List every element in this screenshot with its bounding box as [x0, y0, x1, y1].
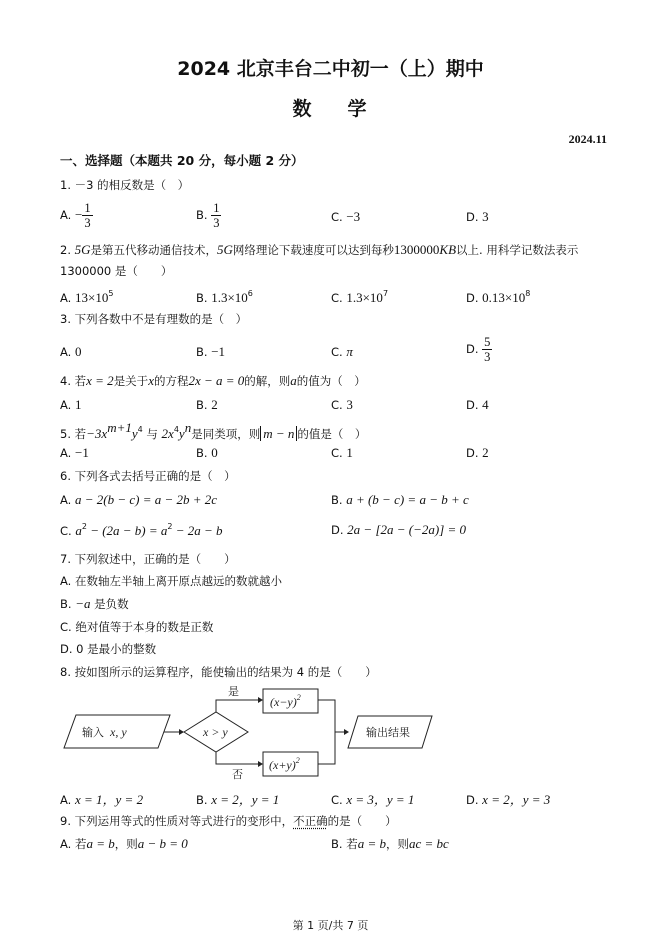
- flow-yes-line: [216, 700, 258, 712]
- text: 的值是（ ）: [297, 427, 367, 441]
- flow-no-expr: [269, 756, 300, 772]
- question-9-stem: [60, 812, 397, 830]
- numerator: 5: [484, 335, 491, 349]
- exponent: 6: [247, 289, 253, 298]
- flow-arrowhead-out: [344, 729, 349, 735]
- sign: −: [74, 207, 83, 222]
- text: 的值为（ ）: [296, 374, 366, 388]
- math: a = b: [86, 836, 115, 851]
- text: 网络理论下载速度可以达到每秒: [232, 243, 394, 257]
- question-7-stem: 7. 下列叙述中，正确的是（ ）: [60, 552, 236, 566]
- math: a = b: [357, 836, 386, 851]
- q1-option-d: [466, 209, 489, 225]
- option-value: 1.3×10: [211, 290, 248, 305]
- option-label: B.: [196, 291, 208, 305]
- option-value: −3: [346, 209, 361, 224]
- subject-title: [0, 94, 661, 121]
- option-label: C.: [331, 210, 343, 224]
- text: 与: [146, 427, 158, 441]
- text: ，则: [114, 837, 138, 851]
- q5-option-b: [196, 445, 218, 461]
- option-label: B.: [331, 493, 343, 507]
- option-value: a + (b − c) = a − b + c: [346, 492, 469, 507]
- math-5g: 5G: [74, 242, 91, 257]
- option-label: B.: [196, 398, 208, 412]
- option-label: C.: [331, 793, 343, 807]
- text: 是负数: [94, 597, 129, 611]
- text: 的是（ ）: [327, 814, 397, 828]
- text: 是关于: [113, 374, 149, 388]
- question-8-stem: 8. 按如图所示的运算程序，能使输出的结果为 4 的是（ ）: [60, 665, 377, 679]
- math: −3x: [86, 426, 108, 441]
- denominator: 3: [213, 216, 220, 230]
- option-label: C.: [331, 398, 343, 412]
- q8-option-c: [331, 789, 414, 808]
- option-label: C.: [331, 446, 343, 460]
- option-label: D.: [466, 446, 479, 460]
- q7-option-d: D. 0 是最小的整数: [60, 642, 157, 656]
- question-3-stem: 3. 下列各数中不是有理数的是（ ）: [60, 312, 248, 326]
- option-value: 2: [211, 397, 218, 412]
- exponent: 8: [525, 289, 531, 298]
- subject-char-1: 数: [292, 98, 314, 120]
- exponent: n: [184, 420, 192, 435]
- q8-option-d: [466, 789, 550, 808]
- exponent: 2: [167, 522, 173, 531]
- numerator: 1: [84, 201, 91, 215]
- flow-yes-expr: [270, 693, 301, 709]
- q2-option-c: [331, 289, 388, 306]
- option-value: 0.13×10: [482, 290, 526, 305]
- text: 是同类项，则: [191, 427, 261, 441]
- q4-option-a: [60, 397, 81, 413]
- option-value: a − 2(b − c) = a − 2b + 2c: [74, 492, 218, 507]
- text: B. 若: [331, 837, 358, 851]
- q7-option-b: [60, 595, 129, 613]
- q1-option-b: [196, 201, 221, 230]
- option-label: D.: [466, 793, 479, 807]
- option-value: 13×10: [74, 290, 109, 305]
- option-label: D.: [466, 398, 479, 412]
- flowchart: [60, 682, 440, 782]
- math: 2x − a = 0: [188, 373, 245, 388]
- flow-input-label: 输入: [82, 726, 104, 739]
- q9-option-b: [331, 836, 449, 852]
- flow-output-label: 输出结果: [366, 726, 410, 739]
- math: − 2a − b: [172, 523, 223, 538]
- q8-option-b: [196, 789, 279, 808]
- q8-option-a: [60, 789, 143, 808]
- denominator: 3: [84, 216, 91, 230]
- q5-option-c: [331, 445, 353, 461]
- option-value: 3: [482, 209, 489, 224]
- flow-no-base: (x+y): [269, 758, 296, 772]
- fraction: [482, 335, 492, 364]
- flow-no-exponent: 2: [295, 756, 300, 765]
- text: 是第五代移动通信技术，: [90, 243, 218, 257]
- option-label: B.: [196, 345, 208, 359]
- q6-option-a: [60, 492, 217, 508]
- section-title: 一、选择题（本题共 20 分，每小题 2 分）: [60, 153, 304, 168]
- question-1-stem: 1. －3 的相反数是（ ）: [60, 178, 190, 192]
- option-value: π: [346, 344, 353, 359]
- option-value: 0: [74, 344, 82, 359]
- math: a: [75, 523, 82, 538]
- option-value: 1.3×10: [346, 290, 383, 305]
- option-label: B.: [196, 793, 208, 807]
- math: ac = bc: [408, 836, 449, 851]
- option-value: 0: [211, 445, 218, 460]
- page-footer: 第 1 页/共 7 页: [292, 919, 369, 932]
- exam-date: 2024.11: [568, 132, 607, 146]
- q6-option-d: [331, 522, 466, 538]
- text: 的解，则: [244, 374, 291, 388]
- question-4-stem: [60, 372, 366, 390]
- option-label: A.: [60, 291, 72, 305]
- q9-option-a: [60, 836, 188, 852]
- math-5g: 5G: [217, 242, 233, 257]
- option-value: 1: [74, 397, 82, 412]
- option-value: x = 2，y = 3: [482, 792, 551, 807]
- q2-option-d: [466, 289, 530, 306]
- exponent: m+1: [107, 420, 132, 435]
- fraction: [211, 201, 221, 230]
- option-label: A.: [60, 345, 72, 359]
- q6-option-c: [60, 522, 223, 539]
- fraction: [82, 201, 92, 230]
- flow-input-vars: x, y: [110, 725, 127, 739]
- option-label: D.: [466, 210, 479, 224]
- number: 1300000: [393, 242, 440, 257]
- q3-option-b: [196, 344, 225, 360]
- flow-no-line: [216, 752, 258, 764]
- exponent: 2: [81, 522, 87, 531]
- option-value: 4: [482, 397, 489, 412]
- q3-option-c: [331, 344, 353, 360]
- text: ，则: [385, 837, 409, 851]
- math: x: [148, 373, 154, 388]
- math: −a: [75, 596, 91, 611]
- option-label: B.: [196, 208, 208, 222]
- text: 9. 下列运用等式的性质对等式进行的变形中，: [60, 814, 294, 828]
- math: 2x: [161, 426, 174, 441]
- q4-option-c: [331, 397, 353, 413]
- subject-char-2: 学: [347, 98, 369, 120]
- emphasis-text: 不正确: [293, 814, 328, 828]
- option-value: x = 2，y = 1: [211, 792, 280, 807]
- flow-merge-line: [318, 700, 335, 764]
- unit: KB: [439, 242, 457, 257]
- option-value: −1: [211, 344, 226, 359]
- question-2-stem-line2: 1300000 是（ ）: [60, 264, 173, 278]
- math: y: [131, 426, 138, 441]
- option-label: C.: [60, 524, 72, 538]
- exponent: 7: [382, 289, 389, 298]
- option-label: D.: [466, 342, 479, 356]
- text: 5. 若: [60, 427, 87, 441]
- flow-no-arrowhead: [258, 761, 263, 767]
- text: 以上. 用科学记数法表示: [456, 243, 579, 257]
- math: − (2a − b) = a: [86, 523, 168, 538]
- flow-condition: x > y: [203, 725, 228, 739]
- q5-option-d: [466, 445, 489, 461]
- text: A. 若: [60, 837, 87, 851]
- text: 的方程: [153, 374, 189, 388]
- option-value: −1: [74, 445, 89, 460]
- option-label: C.: [331, 291, 343, 305]
- flow-yes-arrowhead: [258, 697, 263, 703]
- q2-option-a: [60, 289, 113, 306]
- q5-option-a: [60, 445, 89, 461]
- option-label: A.: [60, 446, 72, 460]
- math: a: [290, 373, 297, 388]
- option-value: x = 3，y = 1: [346, 792, 415, 807]
- flow-no-label: 否: [232, 768, 243, 781]
- question-6-stem: 6. 下列各式去括号正确的是（ ）: [60, 469, 236, 483]
- q4-option-d: [466, 397, 489, 413]
- option-value: 2a − [2a − (−2a)] = 0: [347, 522, 467, 537]
- option-label: B.: [60, 597, 72, 611]
- option-label: A.: [60, 398, 72, 412]
- q4-option-b: [196, 397, 218, 413]
- option-value: x = 1，y = 2: [74, 792, 144, 807]
- denominator: 3: [484, 350, 491, 364]
- flow-yes-exponent: 2: [296, 693, 301, 702]
- flow-yes-label: 是: [228, 685, 239, 698]
- text: 4. 若: [60, 374, 87, 388]
- question-2-stem-line1: [60, 241, 578, 259]
- q1-option-a: [60, 201, 93, 230]
- numerator: 1: [213, 201, 220, 215]
- math: y: [178, 426, 185, 441]
- option-label: B.: [196, 446, 208, 460]
- option-label: A.: [60, 793, 72, 807]
- absolute-value: m − n: [260, 426, 297, 441]
- option-label: A.: [60, 208, 72, 222]
- q7-option-a: A. 在数轴左半轴上离开原点越远的数就越小: [60, 574, 282, 588]
- math: x = 2: [86, 373, 114, 388]
- q3-option-a: [60, 344, 81, 360]
- option-value: 3: [346, 397, 353, 412]
- math: a − b = 0: [137, 836, 188, 851]
- exponent: 4: [137, 425, 143, 434]
- exponent: 5: [108, 289, 114, 298]
- option-label: C.: [331, 345, 343, 359]
- exponent: 4: [173, 425, 179, 434]
- option-label: D.: [331, 523, 344, 537]
- option-value: 1: [346, 445, 353, 460]
- option-value: 2: [482, 445, 489, 460]
- page-title: 2024 北京丰台二中初一（上）期中: [177, 58, 484, 80]
- option-label: D.: [466, 291, 479, 305]
- q-number: 2.: [60, 243, 71, 257]
- q2-option-b: [196, 289, 253, 306]
- q3-option-d: [466, 335, 492, 364]
- q1-option-c: [331, 209, 360, 225]
- question-5-stem: [60, 419, 366, 443]
- q7-option-c: C. 绝对值等于本身的数是正数: [60, 620, 214, 634]
- q6-option-b: [331, 492, 469, 508]
- flow-yes-base: (x−y): [270, 695, 297, 709]
- option-label: A.: [60, 493, 72, 507]
